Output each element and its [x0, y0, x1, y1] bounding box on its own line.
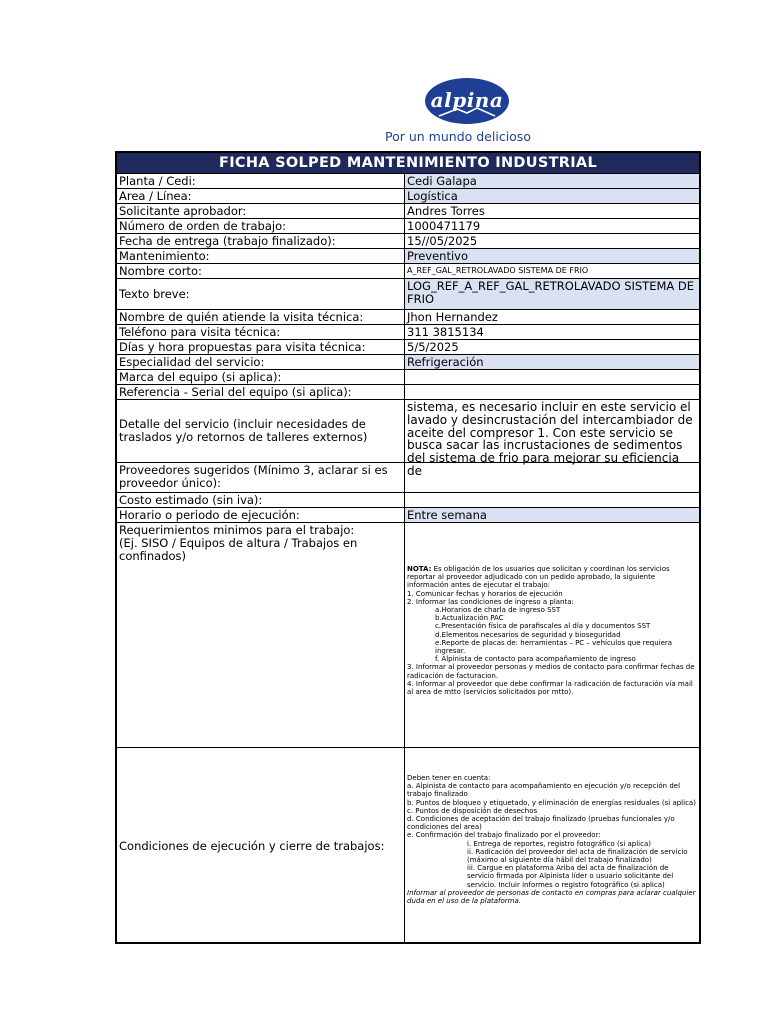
cond-line-7: ii. Radicación del proveedor del acta de finalización de servicio (máximo al siguiente día hábil del trabajo finalizado)	[467, 847, 688, 865]
field-telefono[interactable]: 311 3815134	[407, 325, 484, 339]
nota-line-9: 3. Informar al proveedor personas y medios de contacto para confirmar fechas de radicación de facturacion.	[407, 663, 695, 680]
label-nombre-corto: Nombre corto:	[117, 264, 405, 278]
label-dias: Días y hora propuestas para visita técnica:	[117, 340, 405, 354]
row-planta	[117, 173, 699, 188]
row-nombre-corto	[117, 263, 699, 278]
label-orden: Número de orden de trabajo:	[117, 219, 405, 233]
nota-line-0: Es obligación de los usuarios que solicitan y coordinan los servicios reportar al proveedor adjudicado con un pedido aprobado, la siguiente información antes de ejecutar el trabajo:	[407, 565, 670, 590]
row-dias	[117, 339, 699, 354]
label-horario: Horario o periodo de ejecución:	[117, 508, 405, 522]
row-solicitante	[117, 203, 699, 218]
nota-line-5: c.Presentación física de parafiscales al día y documentos SST	[435, 622, 651, 631]
nota-line-10: 4. Informar al proveedor que debe confirmar la radicación de facturación vía mail al area de mtto (servicios solicitados por mtto).	[407, 679, 693, 697]
field-costo[interactable]	[405, 493, 699, 507]
label-proveedores: Proveedores sugeridos (Mínimo 3, aclarar si es proveedor único):	[117, 463, 405, 492]
row-especialidad	[117, 354, 699, 369]
field-area[interactable]: Logística	[405, 189, 699, 203]
row-orden	[117, 218, 699, 233]
field-especialidad[interactable]: Refrigeración	[405, 355, 699, 369]
nota-line-4: b.Actualización PAC	[435, 614, 504, 623]
row-atiende	[117, 309, 699, 324]
label-solicitante: Solicitante aprobador:	[117, 204, 405, 218]
row-referencia	[117, 384, 699, 399]
row-telefono	[117, 324, 699, 339]
cond-line-5: e. Confirmación del trabajo finalizado por el proveedor:	[407, 831, 601, 840]
label-requerimientos: Requerimientos minimos para el trabajo: (Ej. SISO / Equipos de altura / Trabajos en confinados)	[117, 523, 405, 747]
field-solicitante[interactable]: Andres Torres	[407, 204, 485, 218]
label-costo: Costo estimado (sin iva):	[117, 493, 405, 507]
field-referencia[interactable]	[405, 385, 699, 399]
field-texto-breve[interactable]: LOG_REF_A_REF_GAL_RETROLAVADO SISTEMA DE FRIO	[405, 279, 699, 309]
nota-paragraph	[407, 565, 697, 590]
field-condiciones	[405, 748, 699, 944]
label-detalle: Detalle del servicio (incluir necesidades de traslados y/o retornos de talleres externos)	[117, 400, 405, 462]
row-condiciones	[117, 747, 699, 944]
label-fecha: Fecha de entrega (trabajo finalizado):	[117, 234, 405, 248]
row-fecha	[117, 233, 699, 248]
row-texto-breve	[117, 278, 699, 309]
cond-line-0: Deben tener en cuenta:	[407, 774, 491, 782]
cond-line-4: d. Condiciones de aceptación del trabajo finalizado (pruebas funcionales y/o condiciones del area)	[407, 815, 675, 832]
field-fecha[interactable]: 15//05/2025	[407, 234, 478, 248]
nota-line-1: 1. Comunicar fechas y horarios de ejecución	[407, 589, 563, 598]
row-horario	[117, 507, 699, 522]
label-marca: Marca del equipo (si aplica):	[117, 370, 405, 384]
form-title: FICHA SOLPED MANTENIMIENTO INDUSTRIAL	[117, 153, 699, 173]
cond-line-3: c. Puntos de disposición de desechos	[407, 806, 538, 815]
label-area: Area / Línea:	[117, 189, 405, 203]
logo-brand-text: alpina	[430, 88, 504, 112]
nota-line-8: f. Alpinista de contacto para acompañamiento de ingreso	[435, 655, 636, 664]
field-dias[interactable]: 5/5/2025	[407, 340, 459, 354]
row-requerimientos	[117, 522, 699, 747]
field-detalle[interactable]: sistema, es necesario incluir en este servicio el lavado y desincrustación del intercambiador de aceite del compresor 1. Con este servicio se busca sacar las incrustaciones de sedimentos del sistema de frio para mejorar su eficiencia de	[407, 400, 693, 478]
cond-line-2: b. Puntos de bloqueo y etiquetado, y eliminación de energías residuales (si aplica)	[407, 798, 696, 807]
brand-logo	[385, 78, 545, 148]
cond-line-8: iii. Cargue en plataforma Ariba del acta de finalización de servicio firmada por Alpinista líder o usuario solicitante del servicio. Incluir informes o registro fotográfico (si aplica)	[467, 864, 674, 889]
field-nombre-corto[interactable]: A_REF_GAL_RETROLAVADO SISTEMA DE FRIO	[407, 266, 589, 275]
label-especialidad: Especialidad del servicio:	[117, 355, 405, 369]
logo-slogan: Por un mundo delicioso	[385, 129, 531, 144]
label-planta: Planta / Cedi:	[117, 174, 405, 188]
row-costo	[117, 492, 699, 507]
nota-line-7: e.Reporte de placas de: herramientas – PC – vehículos que requiera ingresar.	[435, 638, 673, 656]
field-requerimientos	[405, 523, 699, 747]
cond-line-9: Informar al proveedor de personas de contacto en compras para aclarar cualquier duda en el uso de la plataforma.	[407, 888, 696, 906]
row-proveedores	[117, 462, 699, 492]
field-mantenimiento[interactable]: Preventivo	[405, 249, 699, 263]
label-atiende: Nombre de quién atiende la visita técnica:	[117, 310, 405, 324]
field-orden[interactable]: 1000471179	[407, 219, 481, 233]
row-mantenimiento	[117, 248, 699, 263]
mountain-icon	[435, 106, 499, 118]
label-referencia: Referencia - Serial del equipo (si aplica):	[117, 385, 405, 399]
label-condiciones: Condiciones de ejecución y cierre de trabajos:	[117, 748, 405, 944]
label-telefono: Teléfono para visita técnica:	[117, 325, 405, 339]
nota-line-2: 2. Informar las condiciones de ingreso a planta:	[407, 597, 574, 606]
row-area	[117, 188, 699, 203]
solped-form	[115, 151, 701, 944]
nota-line-6: d.Elementos necesarios de seguridad y bioseguridad	[435, 630, 621, 639]
field-planta[interactable]: Cedi Galapa	[405, 174, 699, 188]
nota-title: NOTA:	[407, 565, 432, 573]
row-marca	[117, 369, 699, 384]
field-proveedores[interactable]	[405, 463, 699, 492]
label-texto-breve: Texto breve:	[117, 279, 405, 309]
nota-line-3: a.Horarios de charla de ingreso SST	[435, 606, 561, 615]
label-mantenimiento: Mantenimiento:	[117, 249, 405, 263]
field-atiende[interactable]: Jhon Hernandez	[407, 310, 498, 324]
cond-line-6: i. Entrega de reportes, registro fotográfico (si aplica)	[467, 839, 651, 848]
cond-line-1: a. Alpinista de contacto para acompañamiento en ejecución y/o recepción del trabajo finalizado	[407, 782, 681, 799]
field-horario[interactable]: Entre semana	[405, 508, 699, 522]
field-marca[interactable]	[405, 370, 699, 384]
